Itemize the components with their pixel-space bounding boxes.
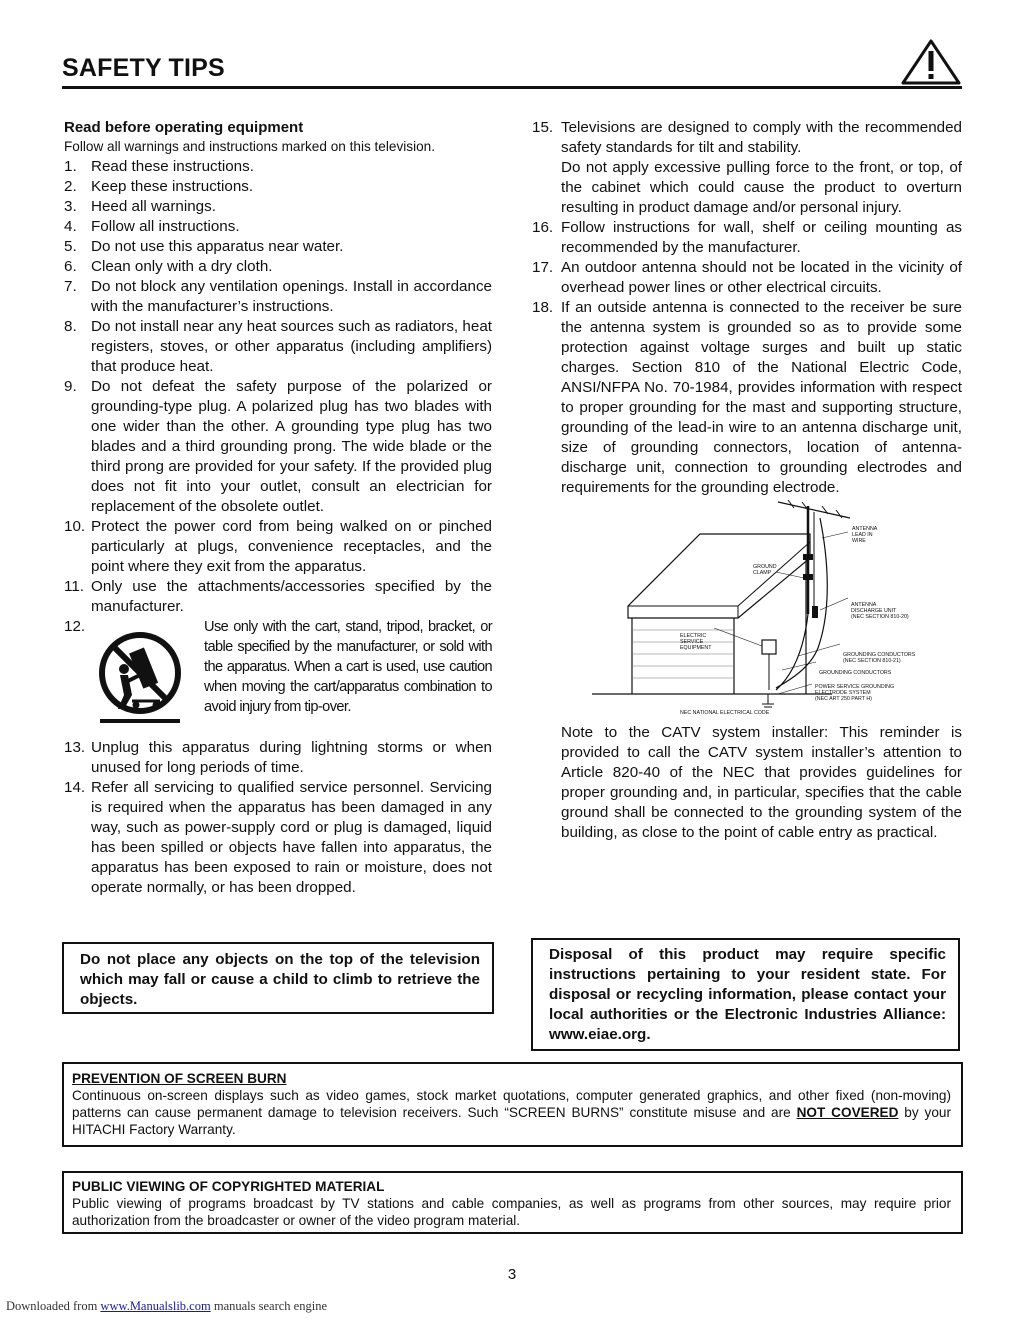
list-item-text: Do not block any ventilation openings. Install in accordance with the manufacturer’s instructions. (91, 278, 492, 315)
label-power-1: ELECTRODE SYSTEM (815, 690, 871, 696)
list-number: 11. (64, 578, 84, 595)
grounding-diagram-drawing (532, 498, 962, 723)
screen-burn-text (72, 1087, 951, 1138)
label-antenna-lead-0: ANTENNA (852, 526, 878, 532)
screen-burn-body: Continuous on-screen displays such as video games, stock market quotations, computer generated graphics, and other fixed (non-moving) patterns can cause permanent damage to television receivers. Such “SCREEN BURNS” constitute misuse and are (72, 1088, 951, 1120)
list-number: 15. (532, 119, 554, 136)
list-item (64, 277, 492, 317)
label-ground-clamp-0: GROUND (753, 564, 777, 570)
list-number: 7. (64, 278, 77, 295)
list-item-text: Follow all instructions. (91, 218, 240, 235)
cart-tipover-warning-icon (98, 629, 182, 725)
footer-suffix: manuals search engine (210, 1299, 327, 1313)
list-item-text: Unplug this apparatus during lightning storms or when unused for long periods of time. (91, 739, 492, 776)
list-number: 14. (64, 779, 86, 796)
list-item (64, 377, 492, 517)
list-number: 2. (64, 178, 77, 195)
list-item (64, 517, 492, 577)
list-item (64, 577, 492, 617)
list-item (64, 177, 492, 197)
list-item-12 (64, 617, 492, 737)
left-column (64, 118, 492, 898)
label-power-2: (NEC ART 250 PART H) (815, 696, 872, 702)
manualslib-link[interactable]: www.Manualslib.com (100, 1299, 211, 1313)
list-item-text: Do not defeat the safety purpose of the polarized or grounding-type plug. A polarized plug has two blades with one wider than the other. A grounding type plug has two blades and a third grounding prong. The wide blade or the third prong are provided for your safety. If the provided plug does not fit into your outlet, consult an electrician for replacement of the obsolete outlet. (91, 378, 492, 515)
label-electric-1: SERVICE (680, 639, 704, 645)
list-item-text: An outdoor antenna should not be located in the vicinity of overhead power lines or other electrical circuits. (561, 259, 962, 296)
list-item (532, 218, 962, 258)
screen-burn-heading: PREVENTION OF SCREEN BURN (72, 1071, 287, 1086)
list-number: 10. (64, 518, 86, 535)
screen-burn-box (62, 1062, 963, 1147)
list-item (64, 738, 492, 778)
list-item-text: Only use the attachments/accessories specified by the manufacturer. (91, 578, 492, 615)
list-item-text: Do not apply excessive pulling force to the front, or top, of the cabinet which could cause the product to overturn resulting in product damage and/or personal injury. (561, 159, 962, 216)
list-item-text: Do not use this apparatus near water. (91, 238, 344, 255)
list-number: 9. (64, 378, 77, 395)
list-number: 13. (64, 739, 86, 756)
label-ground-clamp-1: CLAMP (753, 570, 772, 576)
public-viewing-text: Public viewing of programs broadcast by TV stations and cable companies, as well as programs from other sources, may require prior authorization from the broadcaster or owner of the video program material. (72, 1196, 951, 1228)
list-item-text: Use only with the cart, stand, tripod, bracket, or table specified by the manufacturer, or sold with the apparatus. When a cart is used, use caution when moving the cart/apparatus combination to avoid injury from tip-over. (204, 619, 492, 715)
disposal-notice-box: Disposal of this product may require specific instructions pertaining to your resident state. For disposal or recycling information, please contact your local authorities or the Electronic Industries Alliance: www.eiae.org. (531, 938, 960, 1051)
antenna-grounding-diagram (532, 498, 962, 723)
list-number: 1. (64, 158, 77, 175)
list-item-text: Heed all warnings. (91, 198, 216, 215)
public-viewing-heading: PUBLIC VIEWING OF COPYRIGHTED MATERIAL (72, 1179, 385, 1194)
label-grounding-1-1: (NEC SECTION 810-21) (843, 658, 901, 664)
list-number: 12. (64, 618, 86, 635)
public-viewing-box (62, 1171, 963, 1234)
list-item (64, 217, 492, 237)
list-number: 5. (64, 238, 77, 255)
not-covered-text: NOT COVERED (796, 1105, 899, 1120)
list-item (64, 778, 492, 898)
label-antenna-lead-1: LEAD IN (852, 532, 873, 538)
list-item-text: Read these instructions. (91, 158, 254, 175)
list-item-text: If an outside antenna is connected to the receiver be sure the antenna system is grounded so as to provide some protection against voltage surges and built up static charges. Section 810 of the National Electric Code, ANSI/NFPA No. 70-1984, provides information with respect to proper grounding for the mast and supporting structure, grounding of the lead-in wire to an antenna discharge unit, size of grounding connectors, location of antenna-discharge unit, connection to grounding electrodes and requirements for the grounding electrode. (561, 299, 962, 496)
label-antenna-lead-2: WIRE (852, 538, 866, 544)
catv-note: Note to the CATV system installer: This reminder is provided to call the CATV system installer’s attention to Article 820-40 of the NEC that provides guidelines for proper grounding and, in particular, specifies that the cable ground shall be connected to the grounding system of the building, as close to the point of cable entry as practical. (561, 724, 962, 841)
label-discharge-0: ANTENNA (851, 602, 877, 608)
list-number: 3. (64, 198, 77, 215)
list-item-text: Keep these instructions. (91, 178, 254, 195)
cart-item-block (64, 617, 204, 737)
label-nec-caption: NEC NATIONAL ELECTRICAL CODE (680, 710, 770, 716)
list-number: 16. (532, 219, 554, 236)
list-item (64, 157, 492, 177)
list-item-text: Do not install near any heat sources such as radiators, heat registers, stoves, or other apparatus (including amplifiers) that produce heat. (91, 318, 492, 375)
right-column (532, 118, 962, 843)
list-number: 8. (64, 318, 77, 335)
list-item (64, 237, 492, 257)
instruction-list (64, 157, 492, 617)
screen-burn-tail: by your HITACHI Factory Warranty. (72, 1105, 951, 1137)
list-number: 18. (532, 299, 554, 316)
instruction-list (532, 218, 962, 498)
list-item-text: Follow instructions for wall, shelf or ceiling mounting as recommended by the manufacturer. (561, 219, 962, 256)
list-item-text: Televisions are designed to comply with the recommended safety standards for tilt and stability. (561, 119, 962, 156)
list-item-text: Clean only with a dry cloth. (91, 258, 273, 275)
list-item (64, 197, 492, 217)
intro-text: Follow all warnings and instructions marked on this television. (64, 139, 435, 154)
label-power-0: POWER SERVICE GROUNDING (815, 684, 895, 690)
list-item (532, 258, 962, 298)
objects-warning-box: Do not place any objects on the top of the television which may fall or cause a child to climb to retrieve the objects. (62, 942, 494, 1014)
list-number: 6. (64, 258, 77, 275)
list-number: 4. (64, 218, 77, 235)
label-discharge-2: (NEC SECTION 810-20) (851, 614, 909, 620)
instruction-list-continued (64, 738, 492, 898)
list-item-text: Refer all servicing to qualified service personnel. Servicing is required when the apparatus has been damaged in any way, such as power-supply cord or plug is damaged, liquid has been spilled or objects have fallen into apparatus, the apparatus has been exposed to rain or moisture, does not operate normally, or has been dropped. (91, 779, 492, 896)
page-number: 3 (507, 1266, 517, 1283)
list-item (64, 317, 492, 377)
footer-prefix: Downloaded from (6, 1299, 101, 1313)
list-item-text: Protect the power cord from being walked on or pinched particularly at plugs, convenience receptacles, and the point where they exit from the apparatus. (91, 518, 492, 575)
list-item (64, 257, 492, 277)
list-number: 17. (532, 259, 554, 276)
list-item (532, 298, 962, 498)
label-electric-2: EQUIPMENT (680, 645, 712, 651)
page-title: SAFETY TIPS (62, 54, 225, 82)
warning-triangle-icon (900, 38, 962, 86)
label-electric-0: ELECTRIC (680, 633, 707, 639)
label-grounding-1-0: GROUNDING CONDUCTORS (843, 652, 916, 658)
download-footer (6, 1299, 327, 1314)
list-item (532, 118, 962, 218)
section-heading: Read before operating equipment (64, 119, 304, 136)
label-grounding-2-0: GROUNDING CONDUCTORS (819, 670, 892, 676)
title-divider (62, 86, 962, 89)
label-discharge-1: DISCHARGE UNIT (851, 608, 897, 614)
